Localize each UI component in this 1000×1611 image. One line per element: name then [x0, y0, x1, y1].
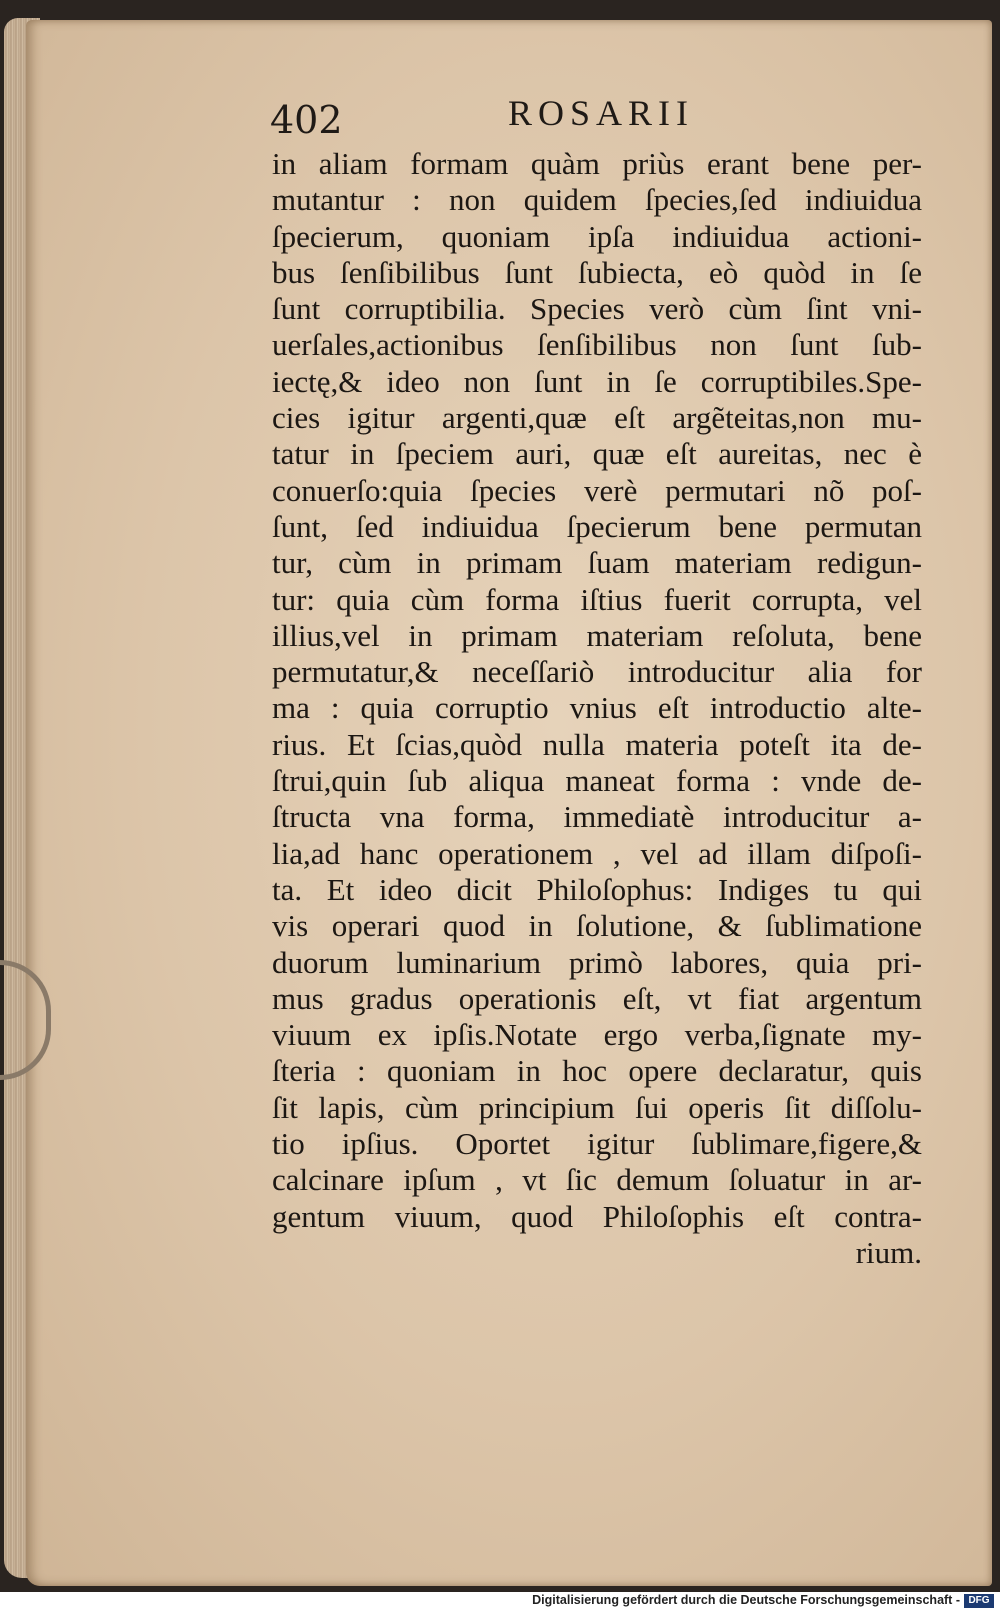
running-head: ROSARII — [508, 93, 695, 133]
page-header — [270, 92, 920, 142]
text-line: lia,ad hanc operationem , vel ad illam diſpoſi- — [272, 835, 922, 871]
text-line: illius,vel in primam materiam reſoluta, bene — [272, 617, 922, 653]
text-line: iectę,& ideo non ſunt in ſe corruptibiles.Spe- — [272, 363, 922, 399]
text-line: viuum ex ipſis.Notate ergo verba,ſignate my- — [272, 1017, 922, 1053]
dfg-logo: DFG — [964, 1594, 994, 1608]
text-line: ſtructa vna forma, immediatè introducitur a- — [272, 799, 922, 835]
text-line: ta. Et ideo dicit Philoſophus: Indiges tu qui — [272, 871, 922, 907]
text-line: cies igitur argenti,quæ eſt argẽteitas,non mu- — [272, 400, 922, 436]
text-line: rius. Et ſcias,quòd nulla materia poteſt ita de- — [272, 726, 922, 762]
text-line: ma : quia corruptio vnius eſt introductio alte- — [272, 690, 922, 726]
text-line: gentum viuum, quod Philoſophis eſt contra- — [272, 1198, 922, 1234]
text-line: calcinare ipſum , vt ſic demum ſoluatur in ar- — [272, 1162, 922, 1198]
text-line: tio ipſius. Oportet igitur ſublimare,figere,& — [272, 1126, 922, 1162]
body-text — [272, 146, 922, 1271]
text-line: ſpecierum, quoniam ipſa indiuidua actioni- — [272, 218, 922, 254]
text-line: ſtrui,quin ſub aliqua maneat forma : vnde de- — [272, 763, 922, 799]
funding-credit: Digitalisierung gefördert durch die Deutsche Forschungsgemeinschaft - — [532, 1593, 960, 1607]
text-line: bus ſenſibilibus ſunt ſubiecta, eò quòd in ſe — [272, 254, 922, 290]
text-line: conuerſo:quia ſpecies verè permutari nõ poſ- — [272, 472, 922, 508]
text-line: mutantur : non quidem ſpecies,ſed indiuidua — [272, 182, 922, 218]
text-line: ſunt corruptibilia. Species verò cùm ſint vni- — [272, 291, 922, 327]
text-line: ſteria : quoniam in hoc opere declaratur, quis — [272, 1053, 922, 1089]
text-line: ſit lapis, cùm principium ſui operis ſit diſſolu- — [272, 1089, 922, 1125]
text-line: tur, cùm in primam ſuam materiam redigun- — [272, 545, 922, 581]
text-line: duorum luminarium primò labores, quia pri- — [272, 944, 922, 980]
text-line: mus gradus operationis eſt, vt fiat argentum — [272, 980, 922, 1016]
text-line: tatur in ſpeciem auri, quæ eſt aureitas, nec è — [272, 436, 922, 472]
text-line: vis operari quod in ſolutione, & ſublimatione — [272, 908, 922, 944]
digitization-footer — [0, 1592, 1000, 1611]
text-line: in aliam formam quàm priùs erant bene per- — [272, 146, 922, 181]
text-line: permutatur,& neceſſariò introducitur alia for — [272, 654, 922, 690]
text-line: ſunt, ſed indiuidua ſpecierum bene permutan — [272, 508, 922, 544]
text-line: tur: quia cùm forma iſtius fuerit corrupta, vel — [272, 581, 922, 617]
page-number: 402 — [270, 98, 343, 142]
text-line: uerſales,actionibus ſenſibilibus non ſunt ſub- — [272, 327, 922, 363]
catchword: rium. — [855, 1234, 922, 1270]
